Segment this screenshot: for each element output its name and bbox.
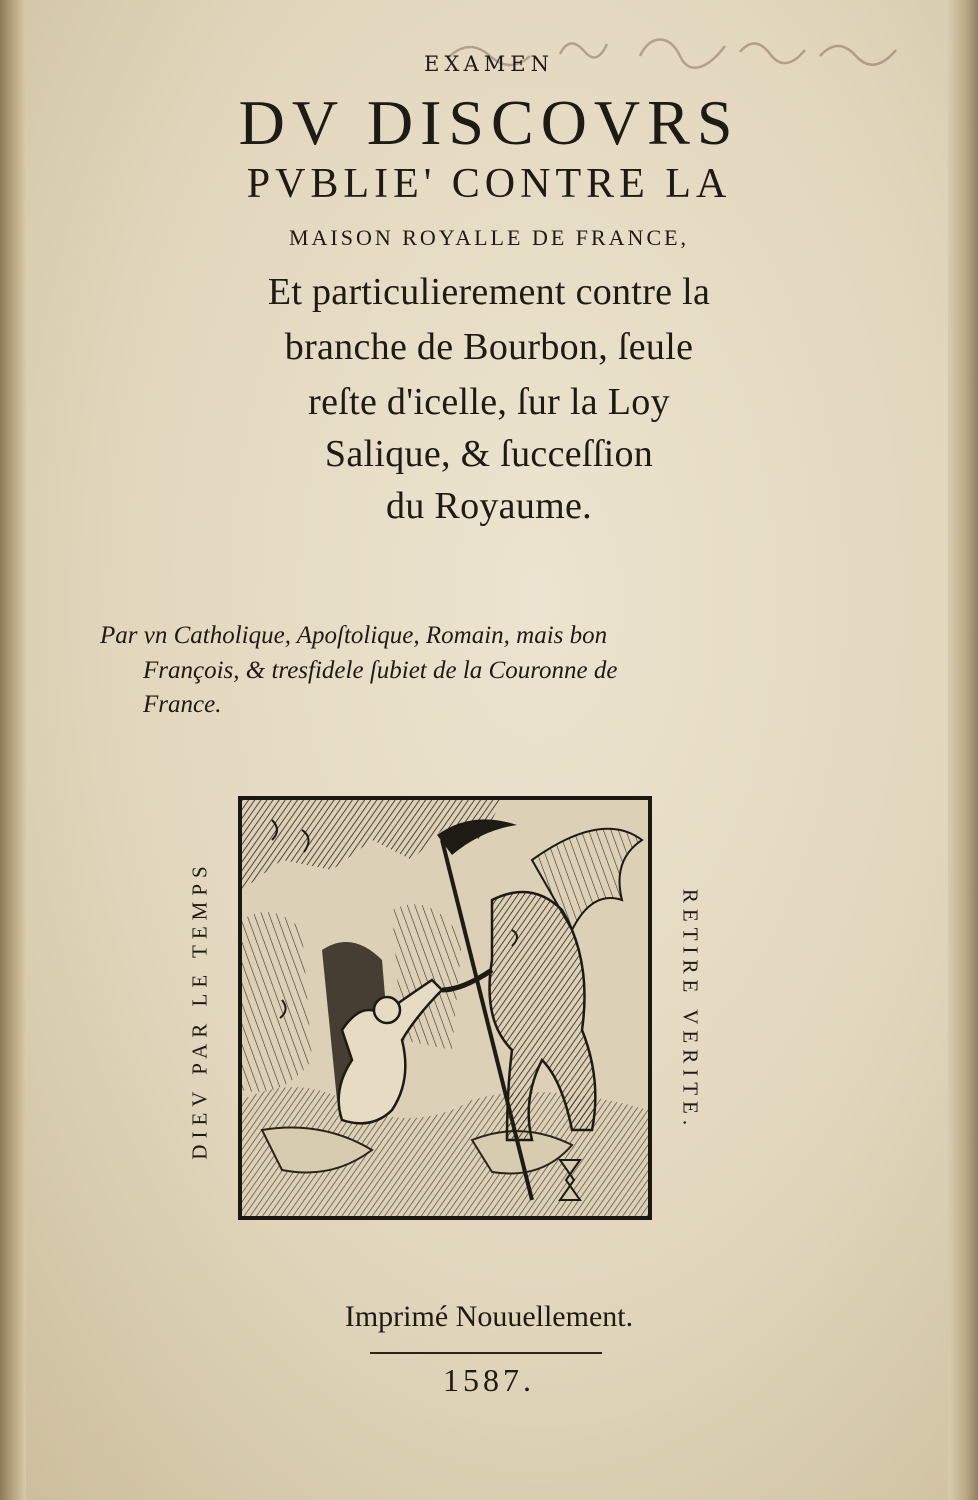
motto-right: RETIRE VERITE.	[678, 888, 703, 1132]
motto-left: DIEV PAR LE TEMPS	[187, 860, 212, 1160]
divider-rule	[370, 1352, 602, 1354]
body-line: Et particulierement contre la	[267, 271, 711, 313]
body-line: Salique, & ſucceſſion	[324, 433, 654, 475]
examen-heading: EXAMEN	[424, 52, 554, 76]
imprint-line: Imprimé Nouuellement.	[344, 1300, 634, 1333]
author-line: François, & tresfidele ſubiet de la Couronne de	[143, 657, 618, 684]
maison-line: MAISON ROYALLE DE FRANCE,	[288, 225, 690, 250]
woodcut-illustration	[238, 796, 652, 1220]
body-line: du Royaume.	[386, 485, 592, 527]
subtitle: PVBLIE' CONTRE LA	[246, 161, 732, 207]
publication-year: 1587.	[443, 1362, 535, 1398]
author-line: Par vn Catholique, Apoſtolique, Romain, mais bon	[100, 622, 608, 649]
body-line: branche de Bourbon, ſeule	[284, 326, 694, 368]
author-line: France.	[143, 691, 222, 718]
body-line: reſte d'icelle, ſur la Loy	[308, 381, 670, 423]
woodcut-drawing	[242, 800, 648, 1216]
main-title: DV DISCOVRS	[238, 87, 740, 158]
